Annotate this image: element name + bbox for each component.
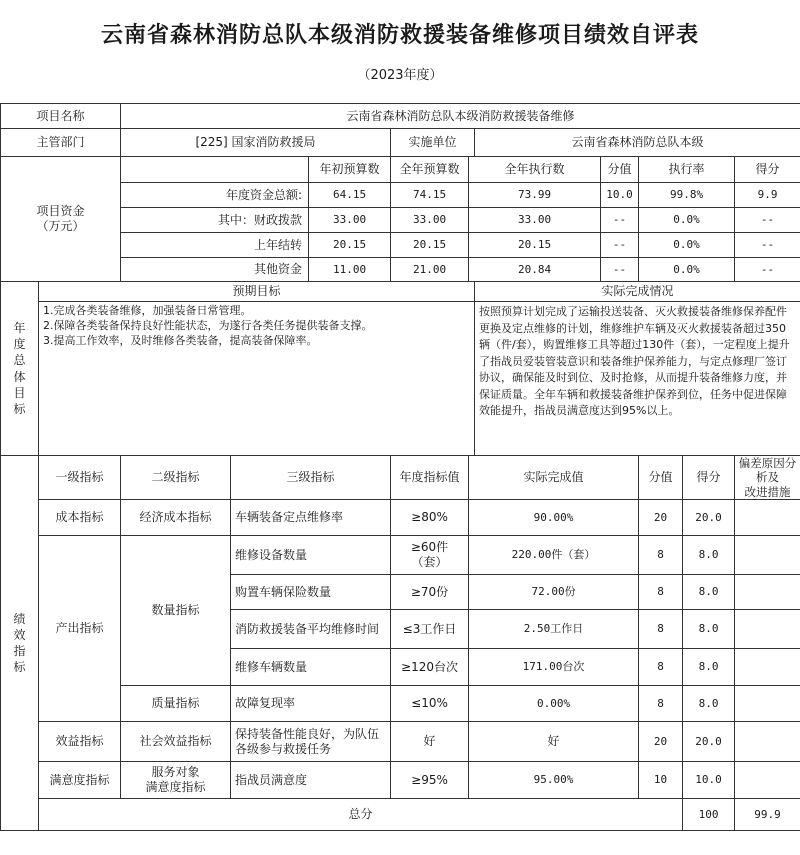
funds-annual: 74.15: [391, 183, 469, 208]
funds-row-name: 年度资金总额:: [121, 183, 309, 208]
quantity-target: ≤3工作日: [391, 610, 469, 649]
benefit-score: 20.0: [683, 722, 735, 762]
quantity-weight: 8: [639, 610, 683, 649]
cost-l2: 经济成本指标: [121, 500, 231, 536]
funds-weight: --: [601, 208, 639, 233]
quantity-deviation: [735, 649, 800, 686]
quality-l2: 质量指标: [121, 686, 231, 722]
perf-header: 得分: [683, 456, 735, 500]
funds-rate: 0.0%: [639, 258, 735, 282]
satisfaction-l2: 服务对象 满意度指标: [121, 762, 231, 799]
funds-score: --: [735, 258, 800, 282]
funds-annual: 20.15: [391, 233, 469, 258]
actual-completion-text: 按照预算计划完成了运输投送装备、灭火救援装备维修保养配件更换及定点维修的计划，维修维护车辆及灭火救援装备超过350辆（件/套），购置维修工具等超过130件（套），一定程度上提升了指战员爱装管装意识和装备维护保养能力，与定点修理厂签订协议，确保能及时到位、及时抢修，从而提升装备维修力度，并保证质量。全年车辆和救援装备维护保养到位，任务中促进保障效能提升，指战员满意度达到95%以上。: [475, 302, 800, 456]
funds-score: --: [735, 208, 800, 233]
quantity-deviation: [735, 610, 800, 649]
quantity-weight: 8: [639, 575, 683, 610]
funds-header: 执行率: [639, 157, 735, 183]
funds-executed: 20.84: [469, 258, 601, 282]
funds-initial: 64.15: [309, 183, 391, 208]
funds-weight: --: [601, 258, 639, 282]
quantity-l3: 消防救援装备平均维修时间: [231, 610, 391, 649]
funds-header: 分值: [601, 157, 639, 183]
quality-weight: 8: [639, 686, 683, 722]
funds-annual: 21.00: [391, 258, 469, 282]
quantity-actual: 72.00份: [469, 575, 639, 610]
quantity-actual: 171.00台次: [469, 649, 639, 686]
funds-initial: 33.00: [309, 208, 391, 233]
cost-weight: 20: [639, 500, 683, 536]
funds-row-name: 上年结转: [121, 233, 309, 258]
quantity-target: ≥60件 （套）: [391, 536, 469, 575]
quantity-actual: 220.00件（套）: [469, 536, 639, 575]
funds-weight: --: [601, 233, 639, 258]
funds-rate: 99.8%: [639, 183, 735, 208]
quantity-l3: 维修设备数量: [231, 536, 391, 575]
perf-header: 年度指标值: [391, 456, 469, 500]
satisfaction-score: 10.0: [683, 762, 735, 799]
satisfaction-deviation: [735, 762, 800, 799]
quantity-deviation: [735, 536, 800, 575]
benefit-l3: 保持装备性能良好，为队伍各级参与救援任务: [231, 722, 391, 762]
funds-score: 9.9: [735, 183, 800, 208]
funds-executed: 33.00: [469, 208, 601, 233]
quantity-target: ≥70份: [391, 575, 469, 610]
perf-header: 三级指标: [231, 456, 391, 500]
page-title: 云南省森林消防总队本级消防救援装备维修项目绩效自评表: [100, 23, 699, 48]
quality-score: 8.0: [683, 686, 735, 722]
satisfaction-weight: 10: [639, 762, 683, 799]
performance-table: [0, 103, 800, 831]
quality-l3: 故障复现率: [231, 686, 391, 722]
cost-score: 20.0: [683, 500, 735, 536]
dept-label: 主管部门: [1, 129, 121, 157]
perf-header: 二级指标: [121, 456, 231, 500]
cost-l1: 成本指标: [39, 500, 121, 536]
benefit-deviation: [735, 722, 800, 762]
perf-label: 绩 效 指 标: [1, 456, 39, 831]
cost-target: ≥80%: [391, 500, 469, 536]
satisfaction-actual: 95.00%: [469, 762, 639, 799]
quality-actual: 0.00%: [469, 686, 639, 722]
goals-label: 年 度 总 体 目 标: [1, 282, 39, 456]
quantity-weight: 8: [639, 536, 683, 575]
benefit-l1: 效益指标: [39, 722, 121, 762]
funds-header: 得分: [735, 157, 800, 183]
perf-header: 分值: [639, 456, 683, 500]
funds-row-name: 其中：财政拨款: [121, 208, 309, 233]
quantity-score: 8.0: [683, 536, 735, 575]
quantity-deviation: [735, 575, 800, 610]
perf-header: 一级指标: [39, 456, 121, 500]
impl-label: 实施单位: [391, 129, 475, 157]
perf-header: 偏差原因分析及 改进措施: [735, 456, 800, 500]
funds-executed: 73.99: [469, 183, 601, 208]
funds-score: --: [735, 233, 800, 258]
perf-header: 实际完成值: [469, 456, 639, 500]
cost-deviation: [735, 500, 800, 536]
funds-rate: 0.0%: [639, 208, 735, 233]
output-l1: 产出指标: [39, 536, 121, 722]
funds-header: 全年执行数: [469, 157, 601, 183]
funds-blank-header: [121, 157, 309, 183]
funds-header: 全年预算数: [391, 157, 469, 183]
quantity-target: ≥120台次: [391, 649, 469, 686]
benefit-actual: 好: [469, 722, 639, 762]
cost-actual: 90.00%: [469, 500, 639, 536]
funds-executed: 20.15: [469, 233, 601, 258]
funds-initial: 11.00: [309, 258, 391, 282]
expected-goal-text: 1.完成各类装备维修，加强装备日常管理。 2.保障各类装备保持良好性能状态，为遂行各类任务提供装备支撑。 3.提高工作效率，及时维修各类装备，提高装备保障率。: [39, 302, 475, 456]
funds-annual: 33.00: [391, 208, 469, 233]
impl-value: 云南省森林消防总队本级: [475, 129, 800, 157]
funds-label: 项目资金 （万元）: [1, 157, 121, 282]
quantity-l2: 数量指标: [121, 536, 231, 686]
quality-target: ≤10%: [391, 686, 469, 722]
funds-header: 年初预算数: [309, 157, 391, 183]
satisfaction-target: ≥95%: [391, 762, 469, 799]
benefit-target: 好: [391, 722, 469, 762]
project-name-label: 项目名称: [1, 104, 121, 129]
quantity-score: 8.0: [683, 649, 735, 686]
project-name: 云南省森林消防总队本级消防救援装备维修: [121, 104, 800, 129]
report-year: （2023年度）: [357, 68, 443, 83]
total-score: 99.9: [735, 799, 800, 831]
quantity-l3: 维修车辆数量: [231, 649, 391, 686]
quantity-weight: 8: [639, 649, 683, 686]
quantity-score: 8.0: [683, 575, 735, 610]
benefit-weight: 20: [639, 722, 683, 762]
quantity-l3: 购置车辆保险数量: [231, 575, 391, 610]
dept-value: [225] 国家消防救援局: [121, 129, 391, 157]
satisfaction-l1: 满意度指标: [39, 762, 121, 799]
expected-goal-header: 预期目标: [39, 282, 475, 302]
funds-weight: 10.0: [601, 183, 639, 208]
benefit-l2: 社会效益指标: [121, 722, 231, 762]
funds-row-name: 其他资金: [121, 258, 309, 282]
actual-completion-header: 实际完成情况: [475, 282, 800, 302]
total-label: 总分: [39, 799, 683, 831]
funds-rate: 0.0%: [639, 233, 735, 258]
satisfaction-l3: 指战员满意度: [231, 762, 391, 799]
quantity-actual: 2.50工作日: [469, 610, 639, 649]
quality-deviation: [735, 686, 800, 722]
total-weight: 100: [683, 799, 735, 831]
cost-l3: 车辆装备定点维修率: [231, 500, 391, 536]
funds-initial: 20.15: [309, 233, 391, 258]
quantity-score: 8.0: [683, 610, 735, 649]
